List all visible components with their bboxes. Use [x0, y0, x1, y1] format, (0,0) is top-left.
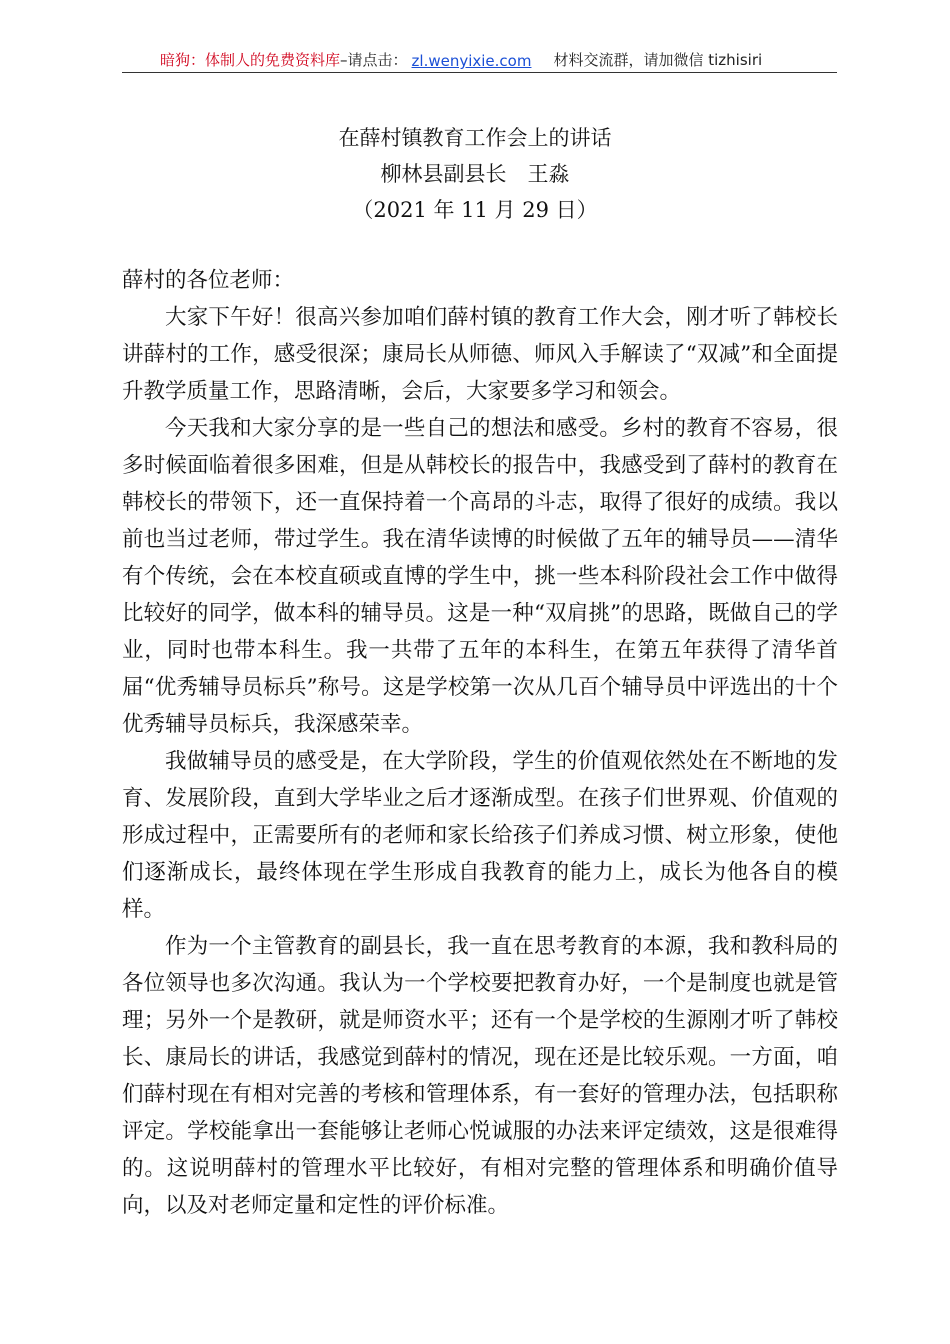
paragraph: 作为一个主管教育的副县长，我一直在思考教育的本源，我和教科局的各位领导也多次沟通。我认为一个学校要把教育办好，一个是制度也就是管理；另外一个是教研，就是师资水平；还有一个是学校的生源刚才听了韩校长、康局长的讲话，我感觉到薛村的情况，现在还是比较乐观。一方面，咱们薛村现在有相对完善的考核和管理体系，有一套好的管理办法，包括职称评定。学校能拿出一套能够让老师心悦诚服的办法来评定绩效，这是很难得的。这说明薛村的管理水平比较好，有相对完整的管理体系和明确价值导向，以及对老师定量和定性的评价标准。 — [122, 934, 838, 1218]
paragraph: 今天我和大家分享的是一些自己的想法和感受。乡村的教育不容易，很多时候面临着很多困难，但是从韩校长的报告中，我感受到了薛村的教育在韩校长的带领下，还一直保持着一个高昂的斗志，取得了很好的成绩。我以前也当过老师，带过学生。我在清华读博的时候做了五年的辅导员——清华有个传统，会在本校直硕或直博的学生中，挑一些本科阶段社会工作中做得比较好的同学，做本科的辅导员。这是一种“双肩挑”的思路，既做自己的学业，同时也带本科生。我一共带了五年的本科生，在第五年获得了清华首届“优秀辅导员标兵”称号。这是学校第一次从几百个辅导员中评选出的十个优秀辅导员标兵，我深感荣幸。 — [122, 416, 838, 737]
page-header — [122, 46, 837, 73]
document-title: 在薛村镇教育工作会上的讲话 — [338, 126, 612, 150]
title-block — [0, 120, 950, 228]
document-date: （2021 年 11 月 29 日） — [352, 198, 598, 222]
salutation: 薛村的各位老师： — [122, 268, 295, 293]
document-speaker: 柳林县副县长 王淼 — [380, 162, 570, 186]
header-link[interactable]: zl.wenyixie.com — [411, 52, 532, 70]
header-prompt: –请点击： — [340, 51, 408, 69]
header-group-info: 材料交流群，请加微信 tizhisiri — [553, 51, 763, 69]
paragraph: 我做辅导员的感受是，在大学阶段，学生的价值观依然处在不断地的发育、发展阶段，直到大学毕业之后才逐渐成型。在孩子们世界观、价值观的形成过程中，正需要所有的老师和家长给孩子们养成习惯、树立形象，使他们逐渐成长，最终体现在学生形成自我教育的能力上，成长为他各自的模样。 — [122, 749, 838, 922]
paragraph: 大家下午好！很高兴参加咱们薛村镇的教育工作大会，刚才听了韩校长讲薛村的工作，感受很深；康局长从师德、师风入手解读了“双减”和全面提升教学质量工作，思路清晰，会后，大家要多学习和领会。 — [122, 305, 838, 404]
header-brand: 暗狗：体制人的免费资料库 — [160, 51, 341, 69]
document-body — [122, 262, 838, 1224]
